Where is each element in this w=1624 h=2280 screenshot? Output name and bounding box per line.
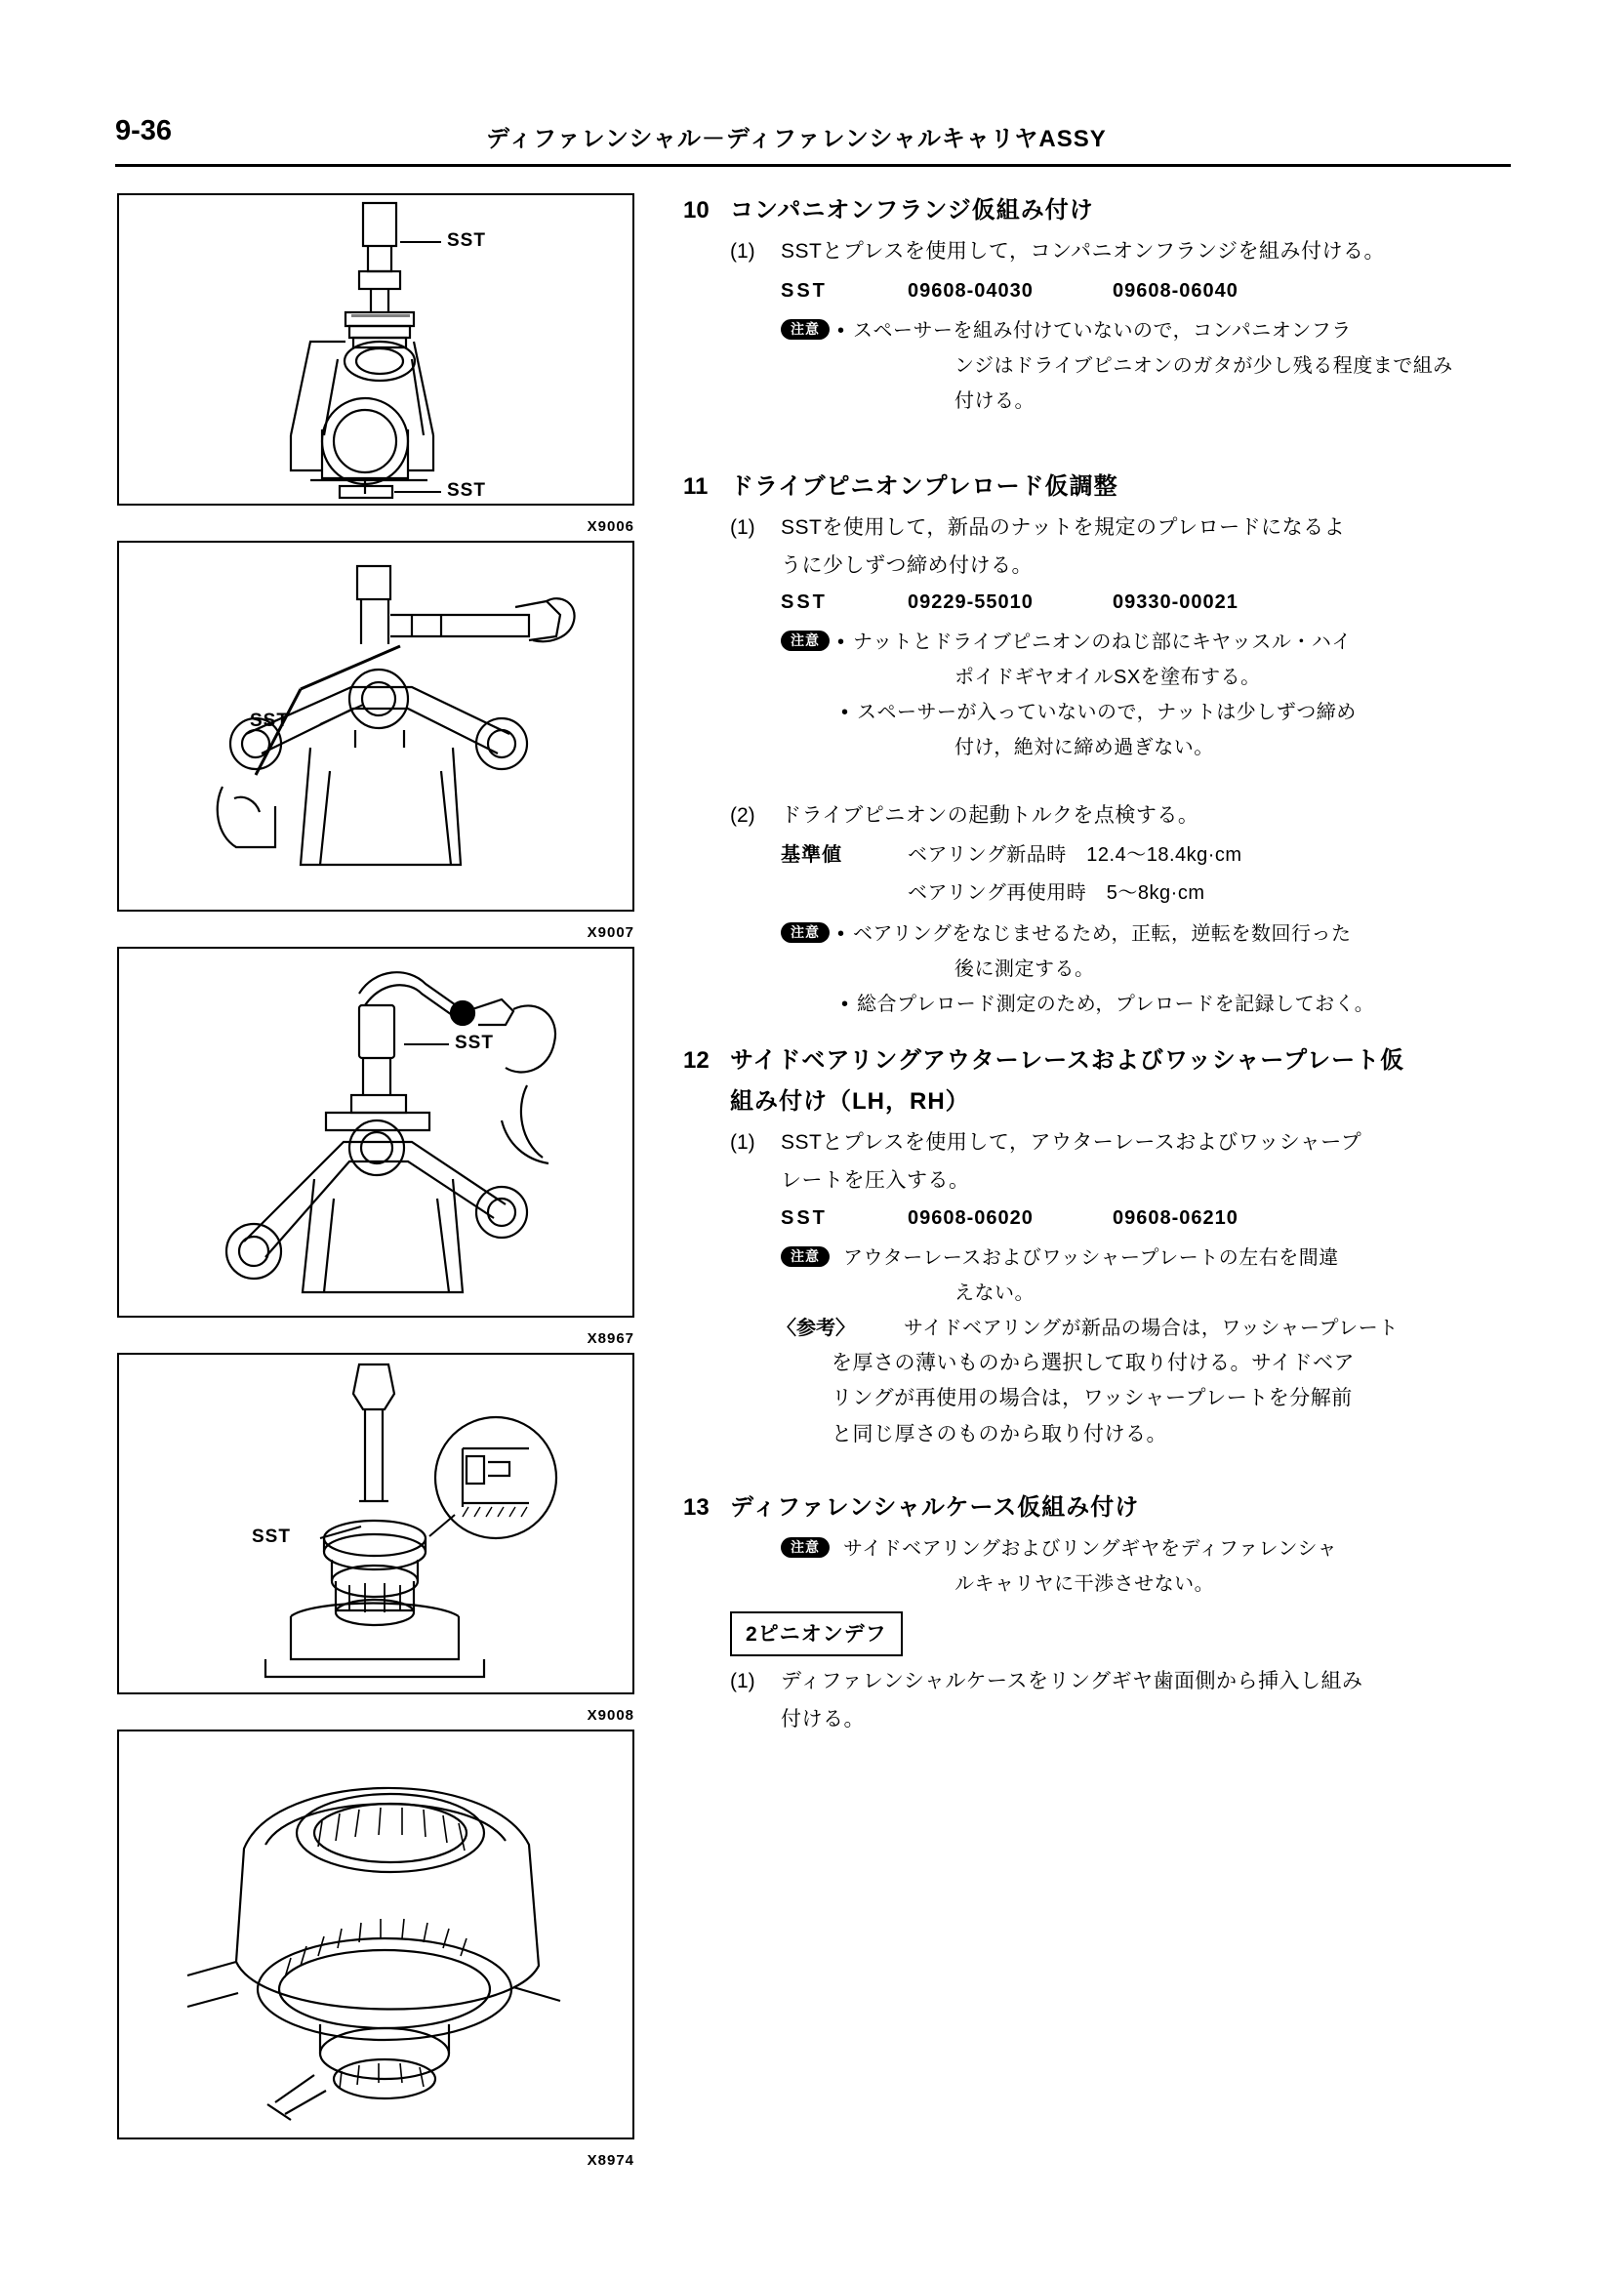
figure-x9007-code: X9007 <box>587 924 634 941</box>
step-13-heading <box>683 1490 1522 1526</box>
page-title: ディファレンシャル－ディファレンシャルキャリヤASSY <box>486 126 1107 152</box>
figure-x9008-code: X9008 <box>587 1707 634 1724</box>
step-10-sst-key: SST <box>781 279 828 302</box>
figure-x9006-wrapper <box>117 193 634 535</box>
figure-x9006-sst-label-bottom: SST <box>447 480 486 501</box>
step-12-reference-text-3: リングが再使用の場合は，ワッシャープレートを分解前 <box>832 1387 1353 1410</box>
step-13-sub-1-text: ディファレンシャルケースをリングギヤ歯面側から挿入し組み <box>781 1669 1363 1692</box>
figure-x8974 <box>117 1730 634 2139</box>
step-12-reference-text-1: サイドベアリングが新品の場合は，ワッシャープレート <box>904 1317 1399 1339</box>
figure-x9008-wrapper <box>117 1353 634 1724</box>
step-13-note-text-1: サイドベアリングおよびリングギヤをディファレンシャ <box>843 1537 1338 1560</box>
figure-column <box>117 193 634 2175</box>
bullet-icon: • <box>837 923 845 945</box>
step-11-sst-key: SST <box>781 591 828 614</box>
step-12-sst-part-1: 09608-06020 <box>908 1206 1034 1229</box>
step-10-sub-1-number: (1) <box>730 240 755 263</box>
step-12-heading <box>683 1043 1522 1079</box>
step-11-note <box>781 625 1522 765</box>
step-13-sub-1-text-cont: 付ける。 <box>781 1707 865 1730</box>
step-11-note-text-b1: スペーサーが入っていないので，ナットは少しずつ締め <box>857 702 1357 724</box>
step-11-spec-key-blank <box>781 875 908 913</box>
figure-x8967-sst-label: SST <box>455 1033 494 1053</box>
step-12-title-line-1: サイドベアリングアウターレースおよびワッシャープレート仮 <box>730 1047 1405 1074</box>
step-11-spec-row-2 <box>781 875 1522 913</box>
figure-x9006 <box>117 193 634 506</box>
step-12 <box>683 1043 1522 1453</box>
step-12-reference-key: 〈参考〉 <box>777 1317 855 1339</box>
step-12-reference-text-4: と同じ厚さのものから取り付ける。 <box>832 1423 1167 1445</box>
step-13-note-text-2: ルキャリヤに干渉させない。 <box>954 1572 1215 1595</box>
step-11-spec-row-1 <box>781 836 1522 875</box>
step-10-sst-part-1: 09608-04030 <box>908 279 1034 302</box>
page-number: 9-36 <box>115 115 173 146</box>
step-13-number: 13 <box>683 1493 710 1521</box>
figure-x8974-code: X8974 <box>587 2152 634 2169</box>
step-12-heading-cont <box>683 1084 1522 1120</box>
step-10-note-text-1: スペーサーを組み付けていないので，コンパニオンフラ <box>853 319 1352 342</box>
figure-x9007-drawing <box>119 543 632 910</box>
caution-badge: 注意 <box>781 922 830 943</box>
step-12-number: 12 <box>683 1047 710 1074</box>
figure-x9007-sst-label: SST <box>250 711 289 731</box>
step-11-note-text-a1: ナットとドライブピニオンのねじ部にキヤッスル・ハイ <box>853 631 1352 654</box>
step-12-reference-text-2: を厚さの薄いものから選択して取り付ける。サイドベア <box>832 1351 1356 1374</box>
step-12-sst-part-2: 09608-06210 <box>1113 1206 1238 1229</box>
step-12-reference <box>777 1311 1522 1346</box>
step-10-sub-1-text: SSTとプレスを使用して，コンパニオンフランジを組み付ける。 <box>781 240 1385 263</box>
step-11-title: ドライブピニオンプレロード仮調整 <box>730 472 1118 500</box>
bullet-icon: • <box>841 994 849 1015</box>
step-12-sub-1-text-cont: レートを圧入する。 <box>781 1168 970 1192</box>
bullet-icon: • <box>837 631 845 654</box>
step-11-sst-part-1: 09229-55010 <box>908 591 1034 614</box>
step-11-sub-1-number: (1) <box>730 515 755 539</box>
figure-x9006-code: X9006 <box>587 518 634 535</box>
figure-x8967-wrapper <box>117 947 634 1347</box>
step-11-note-text-a2: ポイドギヤオイルSXを塗布する。 <box>954 667 1261 689</box>
step-11-note-2 <box>781 916 1522 1022</box>
caution-badge: 注意 <box>781 319 830 340</box>
step-13-note <box>781 1531 1522 1602</box>
step-12-sub-1-number: (1) <box>730 1131 755 1154</box>
figure-x8967-drawing <box>119 949 632 1316</box>
step-11-sub-1 <box>730 510 1522 547</box>
step-11-sst-part-2: 09330-00021 <box>1113 591 1238 614</box>
step-13-title: ディファレンシャルケース仮組み付け <box>730 1493 1140 1521</box>
figure-x8974-drawing <box>119 1731 632 2138</box>
step-10-sst-part-2: 09608-06040 <box>1113 279 1238 302</box>
step-11-sub-2-number: (2) <box>730 804 755 828</box>
step-12-sst-row <box>781 1200 1522 1237</box>
figure-x8967-code: X8967 <box>587 1330 634 1347</box>
header-divider <box>115 164 1511 167</box>
instruction-column <box>683 193 1522 1741</box>
step-12-note-text-1: アウターレースおよびワッシャープレートの左右を間違 <box>843 1246 1339 1269</box>
step-10 <box>683 193 1522 419</box>
step-10-note-line-1 <box>781 313 1522 348</box>
figure-x8974-wrapper <box>117 1730 634 2169</box>
variant-box-label: 2ピニオンデフ <box>730 1611 903 1656</box>
step-13-sub-1-number: (1) <box>730 1669 755 1692</box>
step-11-note2-text-b1: 総合プレロード測定のため，プレロードを記録しておく。 <box>857 994 1375 1015</box>
step-11-sub-2-text: ドライブピニオンの起動トルクを点検する。 <box>781 804 1199 828</box>
step-11-note2-text-a2: 後に測定する。 <box>954 958 1095 980</box>
step-10-sst-row <box>781 272 1522 309</box>
step-10-note <box>781 313 1522 419</box>
step-11-sub-1-text-cont: うに少しずつ締め付ける。 <box>781 553 1033 577</box>
step-11-spec-value-1: ベアリング新品時 12.4～18.4kg·cm <box>908 844 1242 866</box>
step-13-note-line-1 <box>781 1531 1522 1567</box>
step-13 <box>683 1490 1522 1738</box>
step-11-heading <box>683 469 1522 505</box>
step-11-note-text-b2: 付け，絶対に締め過ぎない。 <box>954 737 1214 759</box>
step-12-title-line-2: 組み付け（LH，RH） <box>730 1088 970 1115</box>
caution-badge: 注意 <box>781 1246 830 1267</box>
figure-x9006-drawing <box>119 195 632 504</box>
step-10-number: 10 <box>683 197 710 224</box>
step-12-note-line-1 <box>781 1241 1522 1276</box>
page-header <box>115 115 1511 164</box>
step-10-heading <box>683 193 1522 228</box>
step-12-note-text-2: えない。 <box>954 1282 1035 1304</box>
step-11-number: 11 <box>683 472 709 500</box>
step-11 <box>683 469 1522 1022</box>
caution-badge: 注意 <box>781 631 830 651</box>
step-12-sub-1-text: SSTとプレスを使用して，アウターレースおよびワッシャープ <box>781 1131 1362 1154</box>
step-11-note2-text-a1: ベアリングをなじませるため，正転，逆転を数回行った <box>853 923 1352 945</box>
step-13-sub-1 <box>730 1664 1522 1700</box>
bullet-icon: • <box>837 319 845 342</box>
step-10-sub-1 <box>730 234 1522 270</box>
step-10-title: コンパニオンフランジ仮組み付け <box>730 197 1094 224</box>
step-11-note2-line-2 <box>781 987 1522 1022</box>
figure-x9008-drawing <box>119 1355 632 1692</box>
step-11-sub-2 <box>730 798 1522 835</box>
step-11-note-line-1 <box>781 625 1522 660</box>
step-12-sub-1 <box>730 1125 1522 1161</box>
step-12-sst-key: SST <box>781 1206 828 1229</box>
caution-badge: 注意 <box>781 1537 830 1558</box>
step-10-note-text-3: 付ける。 <box>954 389 1035 412</box>
step-11-sst-row <box>781 584 1522 621</box>
figure-x9007-wrapper <box>117 541 634 941</box>
bullet-icon: • <box>841 702 849 724</box>
figure-x9006-sst-label-top: SST <box>447 230 486 251</box>
step-10-note-text-2: ンジはドライブピニオンのガタが少し残る程度まで組み <box>954 354 1453 377</box>
step-12-note <box>781 1241 1522 1311</box>
step-11-note-line-2 <box>781 695 1522 730</box>
step-11-sub-1-text: SSTを使用して，新品のナットを規定のプレロードになるよ <box>781 515 1346 539</box>
step-11-spec-value-2: ベアリング再使用時 5～8kg·cm <box>908 882 1205 904</box>
figure-x9007 <box>117 541 634 912</box>
figure-x9008 <box>117 1353 634 1694</box>
figure-x9008-sst-label: SST <box>252 1527 291 1547</box>
step-11-note2-line-1 <box>781 916 1522 952</box>
figure-x8967 <box>117 947 634 1318</box>
step-11-spec-key: 基準値 <box>781 844 842 866</box>
